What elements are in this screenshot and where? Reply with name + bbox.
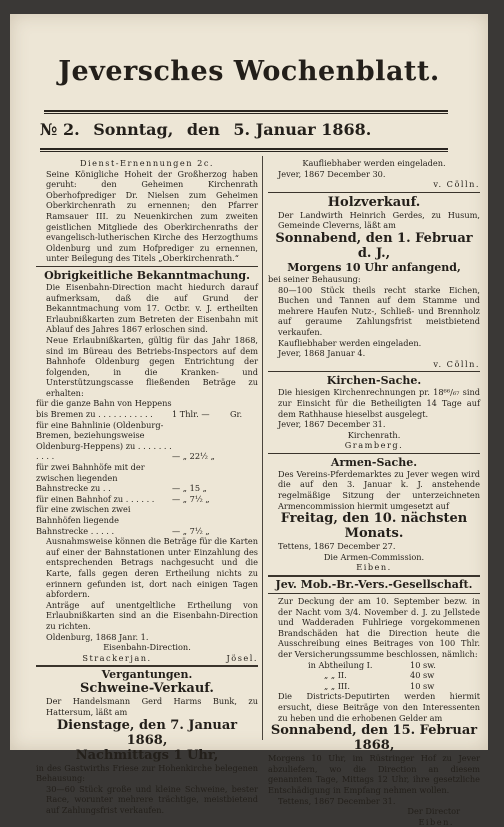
poor-relief-signature-name: Eiben.: [356, 562, 392, 573]
insurance-p3: Morgens 10 Uhr, im Rüstringer Hof zu Jever abzuliefern, wo die Direction an diesem genannten Tage, Mittags 12 Uhr, ihre gesetzliche Entschädigung in Empfang nehmen wollen.: [268, 753, 480, 795]
divider: [268, 593, 480, 594]
church-notice-p1: Die hiesigen Kirchenrechnungen pr. 18⁶⁶/₆₇ sind zur Einsicht für die Betheiligten 14 Tage auf dem Rathhause hieselbst ausgelegt.: [278, 387, 480, 419]
timber-sale-p2: bei seiner Behausung:: [268, 273, 361, 284]
notice-place-date: Jever, 1867 December 30.: [278, 168, 386, 179]
church-notice-place: Jever, 1867 December 31.: [278, 419, 386, 430]
insurance-title: Jev. Mob.-Br.-Vers.-Gesellschaft.: [275, 578, 473, 592]
issue-rule-thin: [40, 151, 448, 152]
pig-sale-title: Schweine-Verkauf.: [80, 681, 214, 697]
insurance-p1: Zur Deckung der am 10. September bezw. in der Nacht vom 3/4. November d. J. zu Jellstede und Wadderaden Fuhlriege vorgekommenen Brandschäden hat die Direction heute die Ausschreibung eines Beitrages von 100 Thlr. der Versicherungssumme beschlossen, nämlich:: [278, 596, 480, 659]
notice-buyers-invited: Kaufliebhaber werden eingeladen.: [302, 158, 446, 168]
insurance-date: Sonnabend, den 15. Februar 1868,: [270, 723, 478, 754]
notice-authority-p3: Ausnahmsweise können die Beträge für die Karten auf einer der Bahnstationen unter Einzahlung des entsprechenden Betrags nachgesucht und die Karte, falls gegen deren Ertheilung nichts zu erinnern gefunden ist, dort nach einigen Tagen abfordern.: [46, 536, 258, 600]
poor-relief-date: Freitag, den 10. nächsten Monats.: [280, 511, 468, 542]
masthead-title: Jeversches Wochenblatt.: [58, 56, 440, 87]
church-notice-signature-name: Gramberg.: [344, 440, 404, 451]
issue-den: den: [186, 120, 220, 139]
insurance-row: in Abtheilung I. 10 sw.: [308, 659, 436, 670]
fee-intro: für die ganze Bahn von Heppens: [36, 398, 172, 409]
timber-sale-place: Jever, 1868 Januar 4.: [278, 348, 366, 359]
issue-rule: [40, 148, 448, 150]
insurance-p2: Die Districts-Deputirten werden hiermit ersucht, diese Beiträge von den Interessenten zu heben und die erhobenen Gelder am: [278, 691, 480, 723]
timber-sale-title: Holzverkauf.: [327, 194, 421, 210]
masthead-rule: [44, 110, 448, 112]
divider: [36, 266, 258, 267]
divider: [268, 575, 480, 577]
pig-sale-p3: 30—60 Stück große und kleine Schweine, bester Race, worunter mehrere trächtige, meistbietend auf Zahlungsfrist verkaufen.: [46, 783, 258, 815]
notice-appointments-heading: Dienst-Ernennungen 2c.: [79, 158, 215, 168]
notice-authority-p1: Die Eisenbahn-Direction macht hiedurch darauf aufmerksam, daß die auf Grund der Bekanntmachung vom 17. Octbr. v. J. ertheilten Erlaubnißkarten zum Betreten der Eisenbahn mit Ablauf des Jahres 1867 erloschen sind.: [46, 281, 258, 335]
issue-date: 5. Januar 1868.: [233, 120, 372, 139]
timber-sale-p3: 80—100 Stück theils recht starke Eichen, Buchen und Tannen auf dem Stamme und mehrere Haufen Nutz-, Schließ- und Brennholz auf geraume Zahlungsfrist meistbietend verkaufen.: [278, 284, 480, 337]
right-column: [268, 158, 480, 827]
fee-row: bis Bremen zu . . . . . . . . . . . 1 Thlr. — Gr.: [36, 409, 243, 420]
church-notice-title: Kirchen-Sache.: [326, 374, 422, 388]
issue-number: № 2.: [40, 120, 80, 139]
fee-row: für eine Bahnlinie (Oldenburg-Bremen, beziehungsweise Oldenburg-Heppens) zu . . . . . . . . . . . — „ 22½ „: [36, 419, 215, 462]
fee-row: für einen Bahnhof zu . . . . . . — „ 7½ „: [36, 493, 210, 504]
notice-signature: v. Cölln.: [433, 179, 480, 190]
issue-line: [40, 120, 448, 142]
timber-sale-p1: Der Landwirth Heinrich Gerdes, zu Husum, Gemeinde Cleverns, läßt am: [278, 209, 480, 231]
poor-relief-signature: Die Armen-Commission.: [323, 551, 425, 562]
insurance-row: „ „ II. 40 sw: [324, 670, 435, 681]
divider: [268, 192, 480, 193]
insurance-place: Tettens, 1867 December 31.: [278, 795, 396, 806]
poor-relief-p1: Des Vereins-Pferdemarktes zu Jever wegen wird die auf den 3. Januar k. J. anstehende regelmäßige Sitzung der unterzeichneten Armencommission hiermit umgesetzt auf: [278, 468, 480, 511]
notice-authority-heading: Obrigkeitliche Bekanntmachung.: [44, 268, 250, 282]
divider: [268, 371, 480, 372]
insurance-row: „ „ III. 10 sw: [324, 680, 435, 691]
poor-relief-place: Tettens, 1867 December 27.: [278, 541, 396, 552]
left-column: [36, 158, 258, 815]
masthead-rule-thin: [44, 113, 448, 114]
notice-authority-place: Oldenburg, 1868 Janr. 1.: [46, 631, 149, 642]
insurance-signature-name: Eiben.: [418, 816, 454, 827]
insurance-signature: Der Director: [407, 806, 460, 817]
timber-sale-date: Sonnabend, den 1. Februar d. J.,: [275, 230, 473, 261]
pig-sale-time: Nachmittags 1 Uhr,: [75, 747, 219, 763]
newspaper-page: [10, 14, 488, 827]
notice-appointments-text: Seine Königliche Hoheit der Großherzog haben geruht: den Geheimen Kirchenrath Oberhofprediger Dr. Nielsen zum Geheimen Oberkirchenrath zu ernennen; den Pfarrer Ramsauer III. zu Neuenkirchen zum zweiten geistlichen Mitgliede des Oberkirchenraths der evangelisch-lutherischen Kirche des Herzogthums Oldenburg und zum Hofprediger zu ernennen, unter Beilegung des Titels „Oberkirchenrath.“: [46, 168, 258, 264]
pig-sale-p1: Der Handelsmann Gerd Harms Bunk, zu Hattersum, läßt am: [46, 696, 258, 717]
timber-sale-signature: v. Cölln.: [433, 358, 480, 369]
timber-sale-time: Morgens 10 Uhr anfangend,: [287, 260, 461, 274]
timber-sale-p4: Kaufliebhaber werden eingeladen.: [278, 337, 422, 348]
fee-row: für eine zwischen zwei Bahnhöfen liegende Bahnstrecke . . . . . — „ 7½ „: [36, 504, 210, 536]
pig-sale-date: Dienstage, den 7. Januar 1868,: [56, 717, 238, 748]
notice-authority-signature: Eisenbahn-Direction.: [103, 642, 191, 653]
divider: [36, 665, 258, 667]
column-separator: [262, 156, 263, 740]
notice-authority-p2: Neue Erlaubnißkarten, gültig für das Jahr 1868, sind im Büreau des Betriebs-Inspectors auf dem Bahnhofe Oldenburg gegen Entrichtung der folgenden, in die Kranken- und Unterstützungscasse fließenden Beträge zu erhalten:: [46, 334, 258, 398]
notice-authority-p4: Anträge auf unentgeltliche Ertheilung von Erlaubnißkarten sind an die Eisenbahn-Direction zu richten.: [46, 599, 258, 631]
divider: [268, 453, 480, 454]
pig-sale-p2: in des Gastwirths Friese zur Hohenkirche belegenen Behausung:: [36, 762, 258, 784]
fee-row: für zwei Bahnhöfe mit der zwischen liegenden Bahnstrecke zu . . — „ 15 „: [36, 462, 207, 494]
auctions-heading: Vergantungen.: [101, 668, 193, 682]
church-notice-signature: Kirchenrath.: [347, 429, 401, 440]
signature-row: Strackerjan. Jösel.: [82, 652, 258, 663]
poor-relief-title: Armen-Sache.: [330, 455, 418, 469]
issue-weekday: Sonntag,: [93, 120, 174, 139]
